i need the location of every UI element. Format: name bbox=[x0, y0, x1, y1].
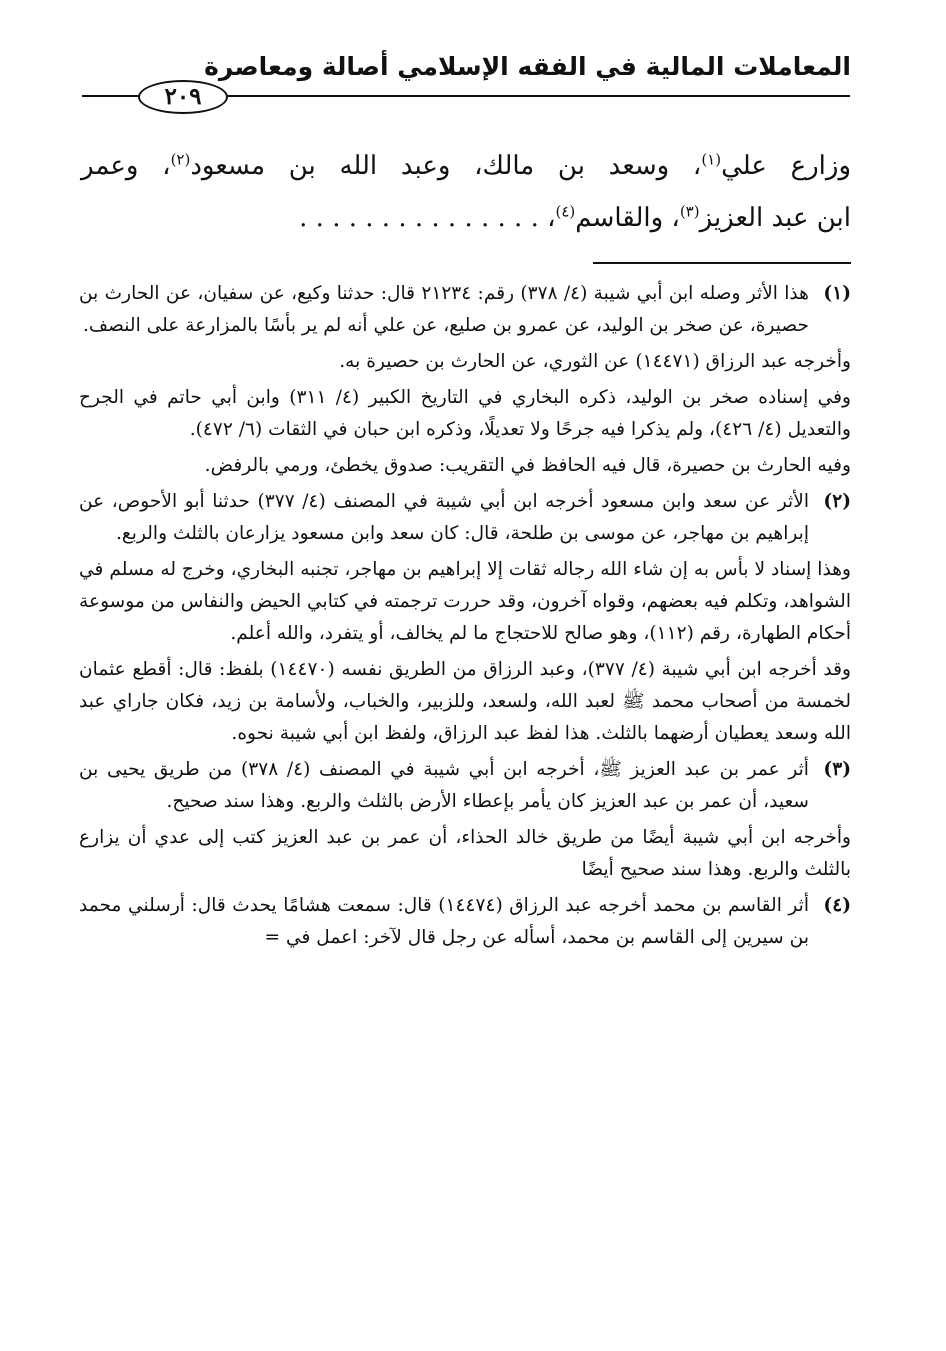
main-text bbox=[81, 140, 851, 244]
footnote-number: (٢) bbox=[823, 491, 851, 512]
footnote-number: (٤) bbox=[823, 895, 851, 916]
footnote-paragraph: وهذا إسناد لا بأس به إن شاء الله رجاله ثقات إلا إبراهيم بن مهاجر، تجنبه البخاري، وخرج له مسلم في الشواهد، وتكلم فيه بعضهم، وقواه آخرون، وقد حررت ترجمته في كتابي الحيض والنفاس من موسوعة أحكام الطهارة، رقم (١١٢)، وهو صالح للاحتجاج ما لم يخالف، أو يتفرد، والله أعلم. bbox=[79, 559, 851, 644]
footnote-paragraph: هذا الأثر وصله ابن أبي شيبة (٤/ ٣٧٨) رقم: ٢١٢٣٤ قال: حدثنا وكيع، عن سفيان، عن الحارث بن حصيرة، عن صخر بن الوليد، عن عمرو بن صليع، عن علي أنه لم ير بأسًا بالمزارعة على النصف. bbox=[79, 283, 809, 336]
footnote-separator bbox=[593, 262, 851, 264]
footnote-number: (١) bbox=[823, 283, 851, 304]
footnote-1 bbox=[79, 278, 851, 486]
text-segment: ، . . . . . . . . . . . . . . . bbox=[299, 203, 556, 233]
footnote-body bbox=[79, 890, 809, 958]
text-segment: ابن عبد العزيز bbox=[699, 203, 851, 233]
footnote-number: (٣) bbox=[823, 759, 851, 780]
footnote-ref-2[interactable]: (٢) bbox=[170, 150, 191, 169]
footnote-ref-4[interactable]: (٤) bbox=[555, 202, 576, 221]
page-number: ٢٠٩ bbox=[138, 80, 228, 114]
footnote-body bbox=[79, 278, 851, 486]
text-segment: ، والقاسم bbox=[575, 203, 680, 233]
main-text-line-1 bbox=[81, 140, 851, 192]
text-segment: ، وسعد بن مالك، وعبد الله بن مسعود bbox=[190, 151, 702, 181]
footnote-ref-1[interactable]: (١) bbox=[701, 150, 722, 169]
footnote-paragraph: الأثر عن سعد وابن مسعود أخرجه ابن أبي شيبة في المصنف (٤/ ٣٧٧) حدثنا أبو الأحوص، عن إبراهيم بن مهاجر، عن موسى بن طلحة، قال: كان سعد وابن مسعود يزارعان بالثلث والربع. bbox=[79, 491, 809, 544]
footnote-4 bbox=[79, 890, 851, 958]
footnote-body bbox=[79, 754, 851, 890]
footnote-3 bbox=[79, 754, 851, 890]
footnote-body bbox=[79, 486, 852, 754]
footnote-paragraph: وأخرجه عبد الرزاق (١٤٤٧١) عن الثوري، عن الحارث بن حصيرة به. bbox=[339, 351, 851, 372]
footnote-ref-3[interactable]: (٣) bbox=[679, 202, 700, 221]
text-segment: وزارع علي bbox=[721, 151, 852, 181]
footnote-paragraph: وفي إسناده صخر بن الوليد، ذكره البخاري في التاريخ الكبير (٤/ ٣١١) وابن أبي حاتم في الجرح والتعديل (٤/ ٤٢٦)، ولم يذكرا فيه جرحًا ولا تعديلًا، وذكره ابن حبان في الثقات (٦/ ٤٧٢). bbox=[79, 387, 851, 440]
footnote-2 bbox=[79, 486, 851, 754]
footnote-paragraph: أثر عمر بن عبد العزيز ﷺ، أخرجه ابن أبي شيبة في المصنف (٤/ ٣٧٨) من طريق يحيى بن سعيد، أن عمر بن عبد العزيز كان يأمر بإعطاء الأرض بالثلث والربع. وهذا سند صحيح. bbox=[79, 759, 809, 812]
footnote-paragraph: أثر القاسم بن محمد أخرجه عبد الرزاق (١٤٤٧٤) قال: سمعت هشامًا يحدث قال: أرسلني محمد بن سيرين إلى القاسم بن محمد، أسأله عن رجل قال لآخر: اعمل في = bbox=[79, 895, 809, 948]
main-text-line-2 bbox=[81, 192, 851, 244]
footnote-paragraph: وفيه الحارث بن حصيرة، قال فيه الحافظ في التقريب: صدوق يخطئ، ورمي بالرفض. bbox=[204, 455, 851, 476]
footnote-paragraph: وأخرجه ابن أبي شيبة أيضًا من طريق خالد الحذاء، أن عمر بن عبد العزيز كتب إلى عدي أن يزارع بالثلث والربع. وهذا سند صحيح أيضًا bbox=[79, 827, 851, 880]
running-header-title: المعاملات المالية في الفقه الإسلامي أصالة ومعاصرة bbox=[204, 52, 851, 81]
text-segment: ، وعمر bbox=[81, 151, 171, 181]
footnote-paragraph: وقد أخرجه ابن أبي شيبة (٤/ ٣٧٧)، وعبد الرزاق من الطريق نفسه (١٤٤٧٠) بلفظ: قال: أقطع عثمان لخمسة من أصحاب محمد ﷺ لعبد الله، ولسعد، وللزبير، والخباب، ولأسامة بن زيد، فكان جاراي عبد الله وسعد يعطيان أرضهما بالثلث. هذا لفظ عبد الرزاق، ولفظ ابن أبي شيبة نحوه. bbox=[79, 659, 852, 744]
footnotes bbox=[79, 278, 851, 958]
